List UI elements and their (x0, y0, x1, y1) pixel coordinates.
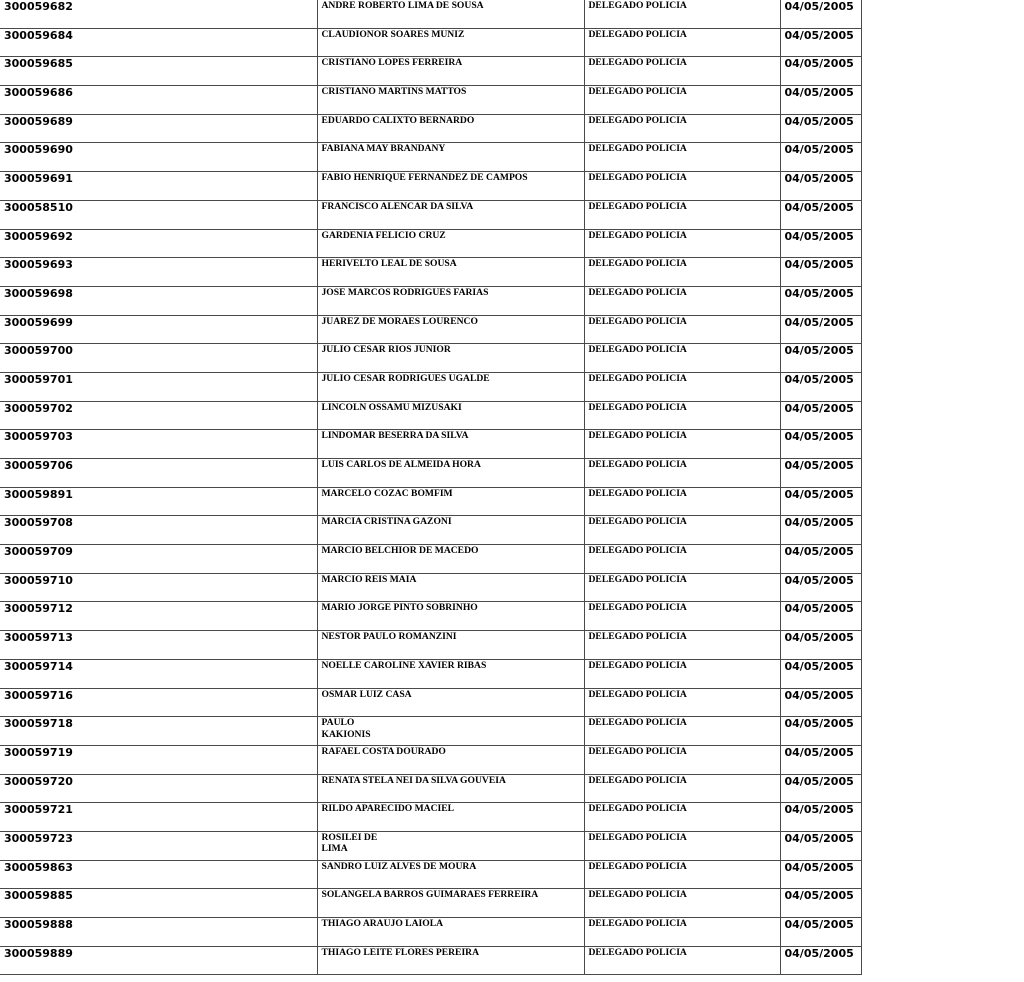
date-cell: 04/05/2005 (780, 831, 861, 860)
registration-number-cell: 300058510 (0, 200, 317, 229)
date-cell: 04/05/2005 (780, 659, 861, 688)
position-cell: DELEGADO POLICIA (584, 487, 780, 516)
table-row (0, 774, 861, 803)
registration-number-cell: 300059709 (0, 545, 317, 574)
person-name-cell: MARCIA CRISTINA GAZONI (317, 516, 584, 545)
date-cell: 04/05/2005 (780, 774, 861, 803)
date-cell: 04/05/2005 (780, 229, 861, 258)
position-cell: DELEGADO POLICIA (584, 831, 780, 860)
date-cell: 04/05/2005 (780, 286, 861, 315)
person-name-cell: FABIO HENRIQUE FERNANDEZ DE CAMPOS (317, 172, 584, 201)
registration-number-cell: 300059708 (0, 516, 317, 545)
date-cell: 04/05/2005 (780, 918, 861, 947)
registration-number-cell: 300059889 (0, 946, 317, 975)
date-cell: 04/05/2005 (780, 315, 861, 344)
table-row (0, 860, 861, 889)
person-name-cell: MARCIO BELCHIOR DE MACEDO (317, 545, 584, 574)
registration-number-cell: 300059690 (0, 143, 317, 172)
table-row (0, 573, 861, 602)
date-cell: 04/05/2005 (780, 344, 861, 373)
position-cell: DELEGADO POLICIA (584, 946, 780, 975)
person-name-cell: FRANCISCO ALENCAR DA SILVA (317, 200, 584, 229)
date-cell: 04/05/2005 (780, 602, 861, 631)
date-cell: 04/05/2005 (780, 487, 861, 516)
position-cell: DELEGADO POLICIA (584, 286, 780, 315)
person-name-cell: HERIVELTO LEAL DE SOUSA (317, 258, 584, 287)
registration-number-cell: 300059713 (0, 631, 317, 660)
registration-number-cell: 300059720 (0, 774, 317, 803)
table-row (0, 745, 861, 774)
position-cell: DELEGADO POLICIA (584, 774, 780, 803)
registration-number-cell: 300059703 (0, 430, 317, 459)
registration-number-cell: 300059719 (0, 745, 317, 774)
registration-number-cell: 300059706 (0, 459, 317, 488)
position-cell: DELEGADO POLICIA (584, 803, 780, 832)
position-cell: DELEGADO POLICIA (584, 659, 780, 688)
person-name-cell: LINCOLN OSSAMU MIZUSAKI (317, 401, 584, 430)
date-cell: 04/05/2005 (780, 430, 861, 459)
person-name-cell: CLAUDIONOR SOARES MUNIZ (317, 28, 584, 57)
position-cell: DELEGADO POLICIA (584, 172, 780, 201)
position-cell: DELEGADO POLICIA (584, 573, 780, 602)
date-cell: 04/05/2005 (780, 860, 861, 889)
registration-number-cell: 300059699 (0, 315, 317, 344)
position-cell: DELEGADO POLICIA (584, 344, 780, 373)
table-row (0, 631, 861, 660)
table-row (0, 86, 861, 115)
person-name-cell: SANDRO LUIZ ALVES DE MOURA (317, 860, 584, 889)
person-name-cell: LUIS CARLOS DE ALMEIDA HORA (317, 459, 584, 488)
table-row (0, 545, 861, 574)
date-cell: 04/05/2005 (780, 0, 861, 28)
table-row (0, 258, 861, 287)
table-row (0, 229, 861, 258)
date-cell: 04/05/2005 (780, 143, 861, 172)
person-name-cell: GARDENIA FELICIO CRUZ (317, 229, 584, 258)
date-cell: 04/05/2005 (780, 57, 861, 86)
registration-number-cell: 300059691 (0, 172, 317, 201)
position-cell: DELEGADO POLICIA (584, 200, 780, 229)
registration-number-cell: 300059891 (0, 487, 317, 516)
table-row (0, 430, 861, 459)
person-name-cell: RAFAEL COSTA DOURADO (317, 745, 584, 774)
registration-number-cell: 300059692 (0, 229, 317, 258)
table-row (0, 200, 861, 229)
registration-number-cell: 300059712 (0, 602, 317, 631)
person-name-cell: ROSILEI DE LIMA (317, 831, 584, 860)
person-name-cell: MARCIO REIS MAIA (317, 573, 584, 602)
position-cell: DELEGADO POLICIA (584, 889, 780, 918)
position-cell: DELEGADO POLICIA (584, 516, 780, 545)
position-cell: DELEGADO POLICIA (584, 545, 780, 574)
date-cell: 04/05/2005 (780, 200, 861, 229)
date-cell: 04/05/2005 (780, 889, 861, 918)
registration-number-cell: 300059693 (0, 258, 317, 287)
position-cell: DELEGADO POLICIA (584, 143, 780, 172)
table-row (0, 372, 861, 401)
position-cell: DELEGADO POLICIA (584, 602, 780, 631)
person-name-cell: FABIANA MAY BRANDANY (317, 143, 584, 172)
table-row (0, 946, 861, 975)
date-cell: 04/05/2005 (780, 631, 861, 660)
person-name-cell: RENATA STELA NEI DA SILVA GOUVEIA (317, 774, 584, 803)
registration-number-cell: 300059888 (0, 918, 317, 947)
position-cell: DELEGADO POLICIA (584, 631, 780, 660)
table-row (0, 401, 861, 430)
table-row (0, 487, 861, 516)
table-row (0, 28, 861, 57)
person-name-cell: THIAGO LEITE FLORES PEREIRA (317, 946, 584, 975)
date-cell: 04/05/2005 (780, 401, 861, 430)
person-name-cell: LINDOMAR BESERRA DA SILVA (317, 430, 584, 459)
person-name-cell: CRISTIANO MARTINS MATTOS (317, 86, 584, 115)
table-row (0, 286, 861, 315)
date-cell: 04/05/2005 (780, 258, 861, 287)
registration-number-cell: 300059689 (0, 114, 317, 143)
person-name-cell: RILDO APARECIDO MACIEL (317, 803, 584, 832)
table-row (0, 172, 861, 201)
date-cell: 04/05/2005 (780, 573, 861, 602)
registration-number-cell: 300059710 (0, 573, 317, 602)
registration-number-cell: 300059686 (0, 86, 317, 115)
registration-number-cell: 300059714 (0, 659, 317, 688)
table-row (0, 114, 861, 143)
position-cell: DELEGADO POLICIA (584, 372, 780, 401)
date-cell: 04/05/2005 (780, 745, 861, 774)
person-name-cell: THIAGO ARAUJO LAIOLA (317, 918, 584, 947)
registration-number-cell: 300059701 (0, 372, 317, 401)
registration-number-cell: 300059698 (0, 286, 317, 315)
position-cell: DELEGADO POLICIA (584, 688, 780, 717)
registration-number-cell: 300059721 (0, 803, 317, 832)
date-cell: 04/05/2005 (780, 372, 861, 401)
position-cell: DELEGADO POLICIA (584, 86, 780, 115)
registration-number-cell: 300059718 (0, 717, 317, 746)
person-name-cell: MARIO JORGE PINTO SOBRINHO (317, 602, 584, 631)
position-cell: DELEGADO POLICIA (584, 401, 780, 430)
table-row (0, 803, 861, 832)
date-cell: 04/05/2005 (780, 717, 861, 746)
position-cell: DELEGADO POLICIA (584, 258, 780, 287)
person-name-cell: SOLANGELA BARROS GUIMARAES FERREIRA (317, 889, 584, 918)
date-cell: 04/05/2005 (780, 946, 861, 975)
table-row (0, 57, 861, 86)
person-name-cell: MARCELO COZAC BOMFIM (317, 487, 584, 516)
position-cell: DELEGADO POLICIA (584, 717, 780, 746)
position-cell: DELEGADO POLICIA (584, 430, 780, 459)
table-row (0, 831, 861, 860)
person-name-cell: JULIO CESAR RIOS JUNIOR (317, 344, 584, 373)
person-name-cell: CRISTIANO LOPES FERREIRA (317, 57, 584, 86)
date-cell: 04/05/2005 (780, 86, 861, 115)
date-cell: 04/05/2005 (780, 516, 861, 545)
registration-number-cell: 300059682 (0, 0, 317, 28)
date-cell: 04/05/2005 (780, 28, 861, 57)
table-row (0, 717, 861, 746)
position-cell: DELEGADO POLICIA (584, 860, 780, 889)
position-cell: DELEGADO POLICIA (584, 229, 780, 258)
person-name-cell: JOSE MARCOS RODRIGUES FARIAS (317, 286, 584, 315)
table-row (0, 143, 861, 172)
table-row (0, 889, 861, 918)
person-name-cell: JUAREZ DE MORAES LOURENCO (317, 315, 584, 344)
table-row (0, 516, 861, 545)
position-cell: DELEGADO POLICIA (584, 0, 780, 28)
registration-number-cell: 300059885 (0, 889, 317, 918)
table-row (0, 315, 861, 344)
person-name-cell: NESTOR PAULO ROMANZINI (317, 631, 584, 660)
registration-number-cell: 300059700 (0, 344, 317, 373)
registration-number-cell: 300059684 (0, 28, 317, 57)
position-cell: DELEGADO POLICIA (584, 918, 780, 947)
person-name-cell: PAULO KAKIONIS (317, 717, 584, 746)
table-row (0, 344, 861, 373)
person-name-cell: NOELLE CAROLINE XAVIER RIBAS (317, 659, 584, 688)
date-cell: 04/05/2005 (780, 172, 861, 201)
date-cell: 04/05/2005 (780, 545, 861, 574)
table-row (0, 459, 861, 488)
person-name-cell: JULIO CESAR RODRIGUES UGALDE (317, 372, 584, 401)
date-cell: 04/05/2005 (780, 459, 861, 488)
table-row (0, 918, 861, 947)
person-name-cell: EDUARDO CALIXTO BERNARDO (317, 114, 584, 143)
registration-number-cell: 300059863 (0, 860, 317, 889)
position-cell: DELEGADO POLICIA (584, 459, 780, 488)
date-cell: 04/05/2005 (780, 688, 861, 717)
position-cell: DELEGADO POLICIA (584, 28, 780, 57)
registration-number-cell: 300059702 (0, 401, 317, 430)
position-cell: DELEGADO POLICIA (584, 315, 780, 344)
registration-number-cell: 300059716 (0, 688, 317, 717)
position-cell: DELEGADO POLICIA (584, 114, 780, 143)
date-cell: 04/05/2005 (780, 803, 861, 832)
table-row (0, 659, 861, 688)
date-cell: 04/05/2005 (780, 114, 861, 143)
position-cell: DELEGADO POLICIA (584, 745, 780, 774)
person-name-cell: ANDRE ROBERTO LIMA DE SOUSA (317, 0, 584, 28)
position-cell: DELEGADO POLICIA (584, 57, 780, 86)
table-row (0, 0, 861, 28)
registration-number-cell: 300059723 (0, 831, 317, 860)
table-row (0, 688, 861, 717)
person-name-cell: OSMAR LUIZ CASA (317, 688, 584, 717)
table-row (0, 602, 861, 631)
registration-number-cell: 300059685 (0, 57, 317, 86)
